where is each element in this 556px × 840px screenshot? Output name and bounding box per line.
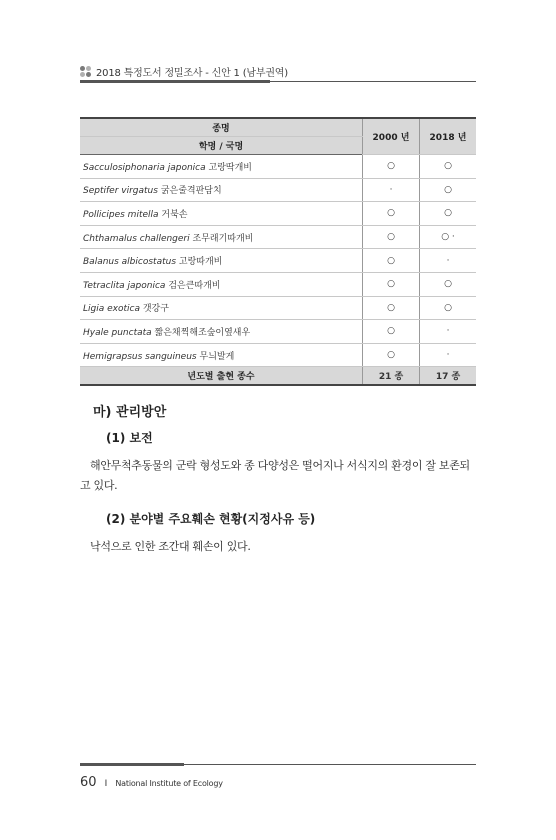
presence-2018: ○ [420,202,477,226]
header-species: 종명 [80,118,363,137]
total-2000: 21 종 [363,367,420,386]
presence-2018: ○ [420,178,477,202]
presence-2000: ○ [363,202,420,226]
presence-2018: ○ · [420,225,477,249]
korean-name: 짧은채찍해조숲이옆새우 [154,327,251,338]
presence-2000: ○ [363,296,420,320]
species-cell [80,272,363,296]
presence-2000: · [363,178,420,202]
header-rule [80,81,476,82]
korean-name: 굵은줄격판담치 [160,186,222,197]
korean-name: 고랑따개비 [178,257,223,268]
header-2000: 2000 년 [363,118,420,155]
table-row [80,272,476,296]
presence-2000: ○ [363,320,420,344]
species-cell [80,343,363,367]
paragraph-conservation: 해안무척추동물의 군락 형성도와 종 다양성은 떨어지나 서식지의 환경이 잘 보존되고 있다. [80,459,470,492]
scientific-name: Sacculosiphonaria japonica [83,162,206,173]
table-row [80,178,476,202]
species-cell [80,178,363,202]
presence-2000: ○ [363,343,420,367]
scientific-name: Balanus albicostatus [83,257,177,268]
table-row [80,249,476,273]
page-footer [80,771,223,790]
page-number: 60 [80,775,97,790]
presence-2018: ○ [420,155,477,179]
table-row [80,155,476,179]
paragraph-damage: 낙석으로 인한 조간대 훼손이 있다. [90,540,251,553]
subheading-conservation: (1) 보전 [106,431,153,445]
species-cell [80,155,363,179]
presence-2018: ○ [420,272,477,296]
species-cell [80,225,363,249]
footer-organization: National Institute of Ecology [115,779,223,788]
scientific-name: Ligia exotica [83,304,140,315]
scientific-name: Tetraclita japonica [83,280,166,291]
korean-name: 조무래기따개비 [192,233,254,244]
species-cell [80,202,363,226]
presence-2000: ○ [363,249,420,273]
header-species-sub: 학명 / 국명 [80,137,363,155]
presence-2018: · [420,249,477,273]
korean-name: 검은큰따개비 [168,280,221,291]
header-title: 2018 특정도서 정밀조사 - 신안 1 (남부권역) [96,68,288,79]
presence-2018: · [420,343,477,367]
total-label: 년도별 출현 종수 [80,367,363,386]
species-table [80,117,476,386]
footer-rule-accent [80,763,184,766]
header-2018: 2018 년 [420,118,477,155]
footer-separator: I [104,779,108,789]
presence-2018: · [420,320,477,344]
header-dots-icon [80,66,92,78]
subheading-damage: (2) 분야별 주요훼손 현황(지정사유 등) [106,512,316,526]
scientific-name: Septifer virgatus [83,186,158,197]
table-row [80,320,476,344]
table-row [80,296,476,320]
scientific-name: Hemigrapsus sanguineus [83,351,197,362]
total-2018: 17 종 [420,367,477,386]
species-cell [80,296,363,320]
korean-name: 갯강구 [142,304,169,315]
running-header [80,64,476,86]
scientific-name: Hyale punctata [83,327,152,338]
species-cell [80,249,363,273]
scientific-name: Chthamalus challengeri [83,233,190,244]
korean-name: 고랑딱개비 [208,162,253,173]
korean-name: 거북손 [161,209,188,220]
table-row [80,225,476,249]
species-cell [80,320,363,344]
presence-2018: ○ [420,296,477,320]
table-row [80,343,476,367]
scientific-name: Pollicipes mitella [83,209,159,220]
table-row [80,202,476,226]
korean-name: 무늬발게 [199,351,235,362]
presence-2000: ○ [363,225,420,249]
section-heading: 마) 관리방안 [93,405,167,420]
presence-2000: ○ [363,155,420,179]
presence-2000: ○ [363,272,420,296]
